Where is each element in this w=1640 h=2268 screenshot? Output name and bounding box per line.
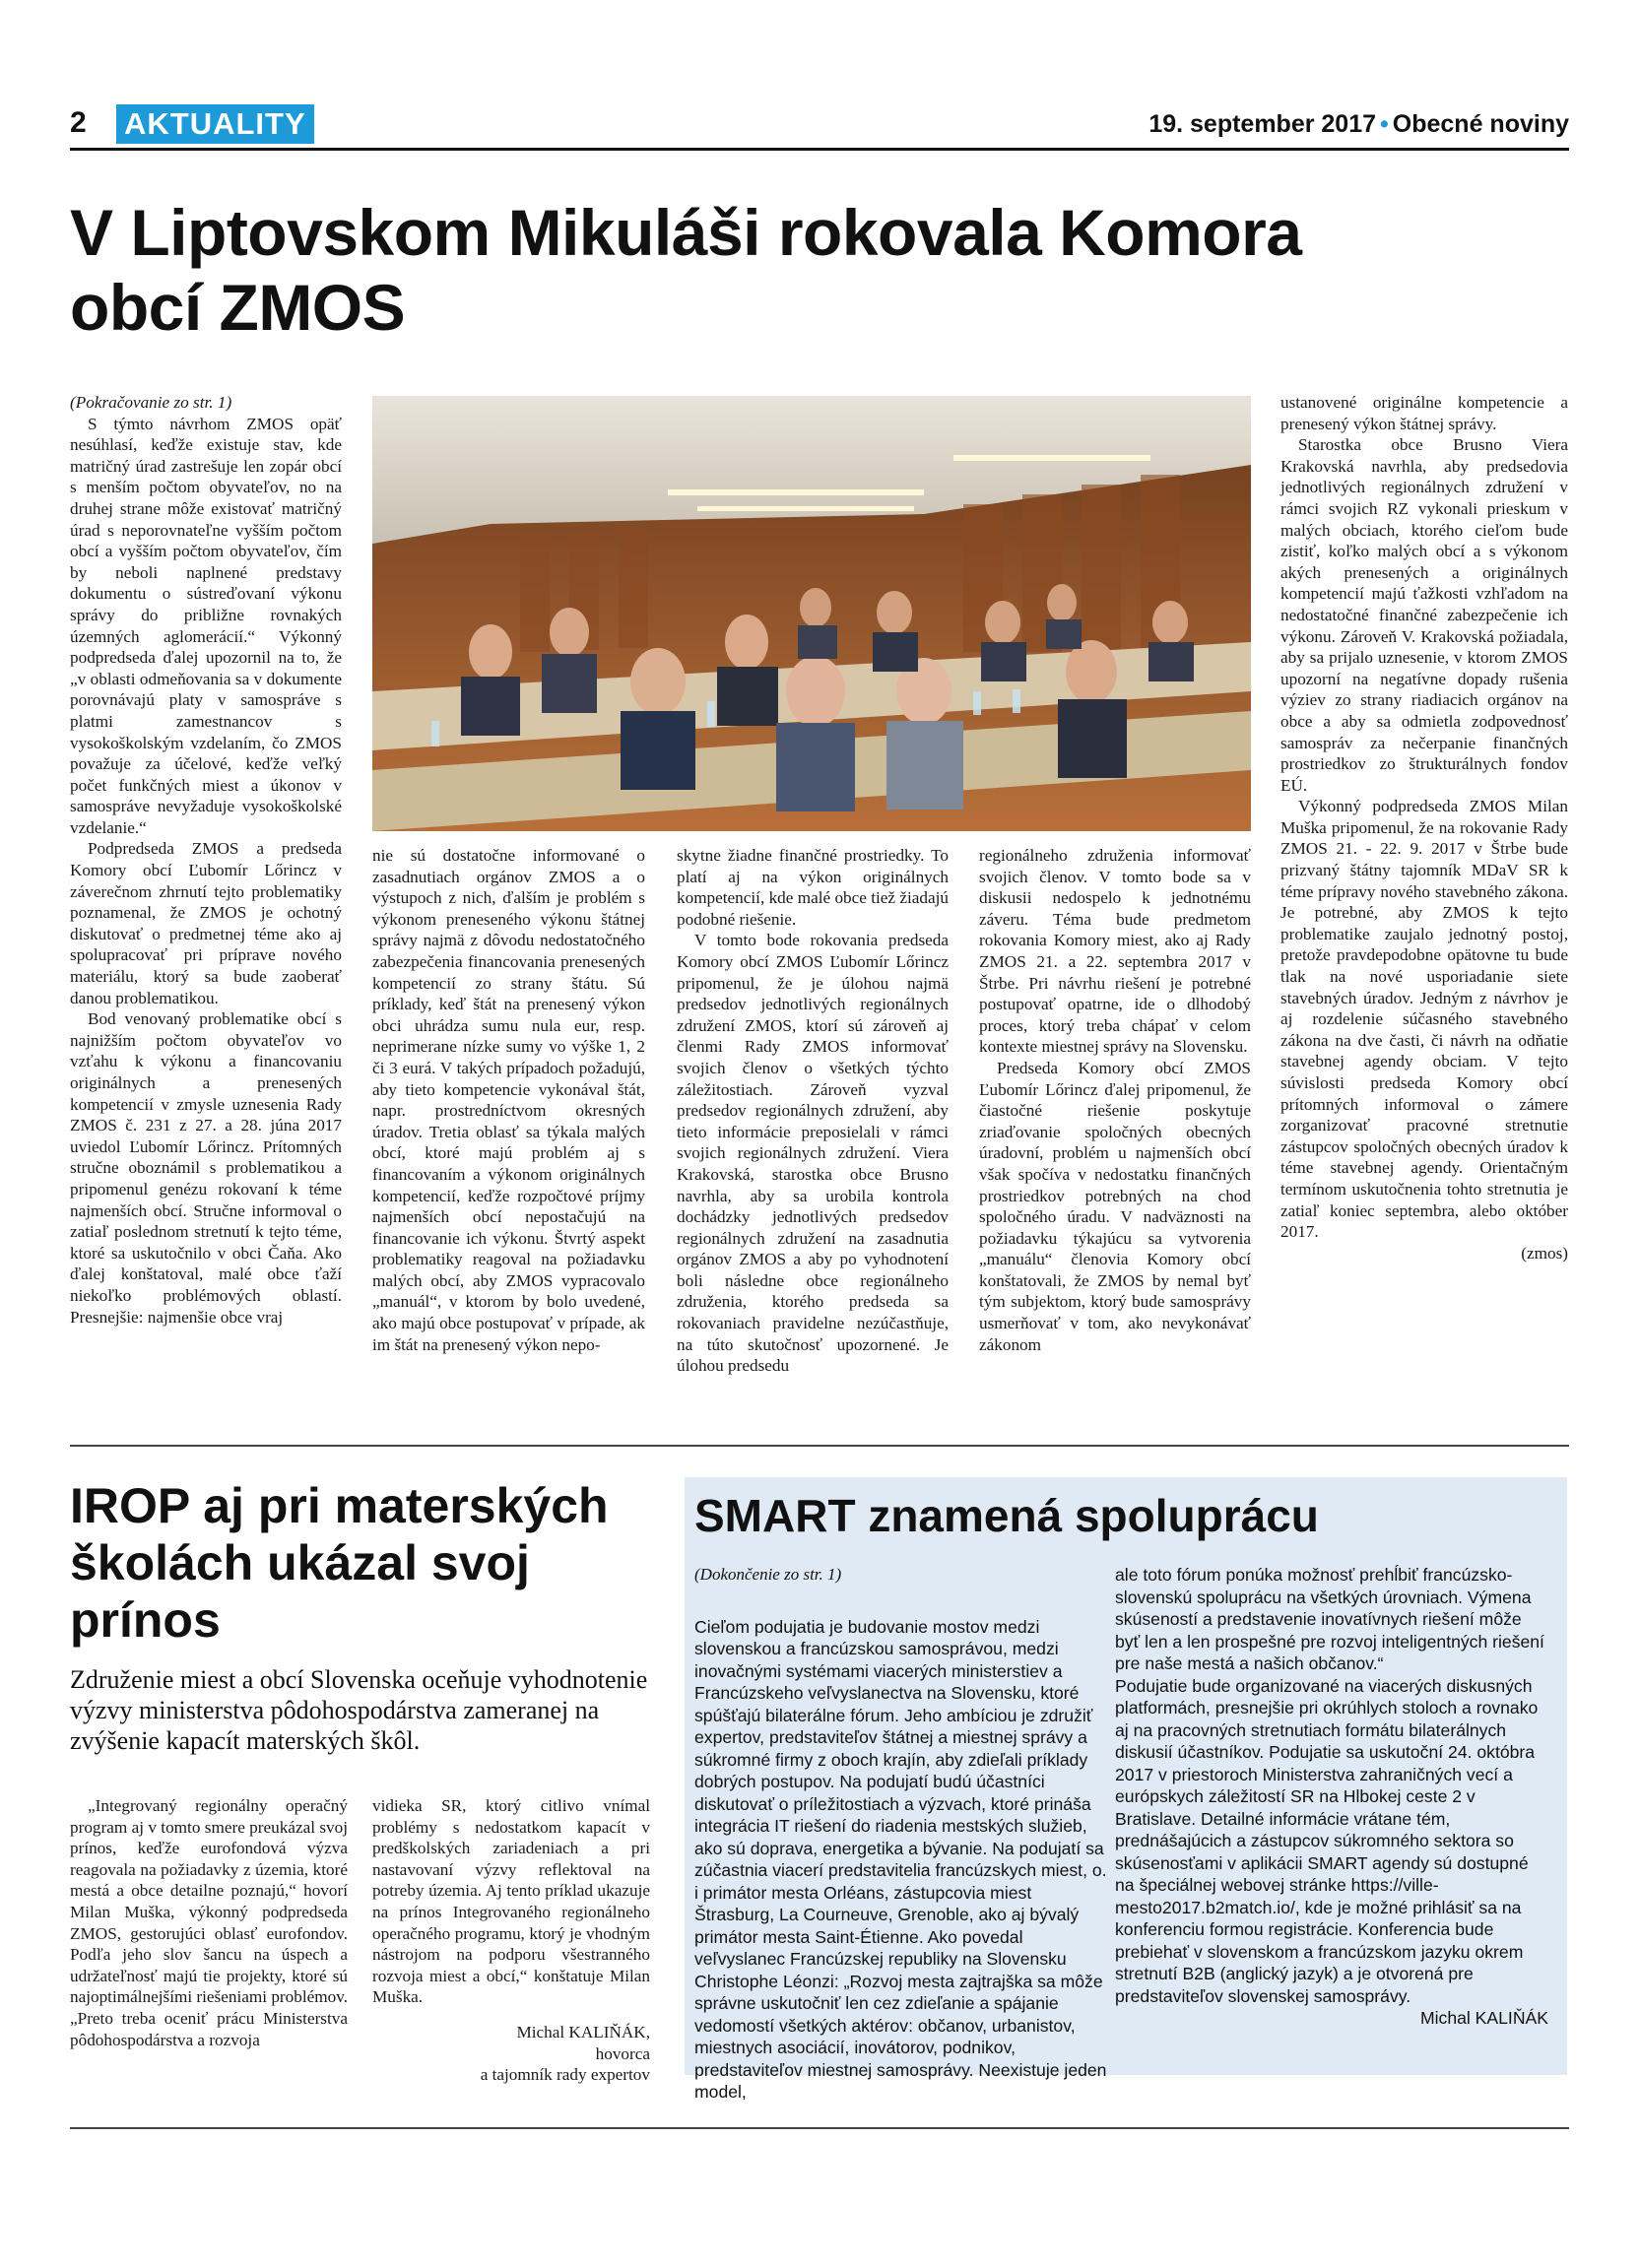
paragraph: „Integrovaný regionálny operačný program aj v tomto smere preukázal svoj prínos, keďže eurofondová výzva reagovala na požiadavky z územia, ktoré mestá a obce detailne poznajú,“ hovorí Milan Muška, výkonný podpredseda ZMOS, gestorujúci oblasť eurofondov. Podľa jeho slov šancu na úspech a udržateľnosť majú tie projekty, ktoré sú najoptimálnejšími riešeniami problémov. „Preto treba oceniť prácu Ministerstva pôdohospodárstva a rozvoja — [70, 1796, 348, 2049]
paragraph: Podpredseda ZMOS a predseda Komory obcí Ľubomír Lőrincz v záverečnom zhrnutí tejto problematiky poznamenal, že ZMOS je ochotný diskutovať o predmetnej téme ako aj spolupracovať pri príprave nového materiálu, ktorý sa bude zaoberať danou problematikou. — [70, 839, 342, 1007]
paragraph: ale toto fórum ponúka možnosť prehĺbiť francúzsko-slovenskú spoluprácu na všetkých úrovniach. Výmena skúseností a predstavenie inovatívnych riešení môže byť len a len prospešné pre rozvoj inteligentných riešení pre naše mestá a našich občanov.“ — [1115, 1565, 1544, 1673]
article-signature: (zmos) — [1521, 1243, 1568, 1263]
paragraph: S týmto návrhom ZMOS opäť nesúhlasí, keďže existuje stav, kde matričný úrad zastrešuje len zopár obcí s menším počtom obyvateľov, no na druhej strane môže existovať matričný úrad s neporovnateľne vyšším počtom obcí a vyšším počtom obyvateľov, čím by neboli naplnené predstavy dokumentu o sústreďovaní výkonu správy do približne rovnakých územných aglomerácií.“ Výkonný podpredseda ďalej upozornil na to, že „v oblasti odmeňovania sa v dokumente porovnávajú platy v samospráve s platmi zamestnancov s vysokoškolským vzdelaním, čo ZMOS považuje za účelové, keďže veľký počet funkčných miest a úkonov v samospráve nevyžaduje vysokoškolské vzdelanie.“ — [70, 414, 342, 837]
section-label: AKTUALITY — [116, 104, 314, 144]
main-headline: V Liptovskom Mikuláši rokovala Komora obcí ZMOS — [70, 196, 1302, 344]
paragraph: vidieka SR, ktorý citlivo vnímal problémy s nedostatkom kapacít v predškolských zariadeniach a pri nastavovaní výzvy reflektoval na potreby územia. Aj tento príklad ukazuje na prínos Integrovaného regionálneho operačného programu, ktorý je vhodným nástrojom na podporu všestranného rozvoja miest a obcí,“ konštatuje Milan Muška. — [372, 1796, 650, 2007]
footer-rule — [70, 2127, 1569, 2129]
main-article-column-2 — [372, 845, 645, 1436]
irop-column-1 — [70, 1795, 348, 2081]
paragraph: Podujatie bude organizované na viacerých diskusných platformách, presnejšie pri okrúhlych stoloch a rovnako aj na pracovných stretnutiach formátu bilaterálnych diskusií účastníkov. Podujatie sa uskutoční 24. októbra 2017 v priestoroch Ministerstva zahraničných vecí a európskych záležitostí SR na Hlbokej ceste 2 v Bratislave. Detailné informácie vrátane tém, prednášajúcich a zástupcov súkromného sektora so skúsenosťami v aplikácii SMART agendy sú dostupné na špeciálnej webovej stránke https://ville-mesto2017.b2match.io/, kde je možné prihlásiť sa na konferenciu formou registrácie. Konferencia bude prebiehať v slovenskom a francúzskom jazyku okrem stretnutí B2B (anglický jazyk) a je otvorená pre predstaviteľov slovenskej samosprávy. — [1115, 1675, 1539, 2006]
smart-headline: SMART znamená spoluprácu — [694, 1490, 1319, 1541]
paragraph: Cieľom podujatia je budovanie mostov medzi slovenskou a francúzskou samosprávou, medzi inovačnými systémami viacerých ministerstiev a Francúzskeho veľvyslanectva na Slovensku, ktoré spúšťajú bilaterálne fórum. Jeho ambíciou je združiť expertov, predstaviteľov štátnej a miestnej správy a súkromné firmy z oboch krajín, aby zdieľali príklady dobrých postupov. Na podujatí budú účastníci diskutovať o príležitostiach a výzvach, ktoré prináša integrácia IT riešení do riadenia mestských služieb, ako sú doprava, energetika a bývanie. Na podujatí sa zúčastnia viacerí predstavitelia francúzskych miest, o. i primátor mesta Orléans, zástupcovia miest Štrasburg, La Courneuve, Grenoble, ako aj bývalý primátor mesta Saint-Étienne. Ako povedal veľvyslanec Francúzskej republiky na Slovensku Christophe Léonzi: „Rozvoj mesta zajtrajška sa môže správne uskutočniť len cez zdieľanie a spájanie vedomostí všetkých aktérov: občanov, urbanistov, miestnych asociácií, inovátorov, podnikov, predstaviteľov miestnej samosprávy. Neexistuje jeden model, — [694, 1616, 1107, 2102]
irop-author-role: a tajomník rady expertov — [480, 2065, 650, 2085]
issue-date: 19. september 2017 — [1148, 110, 1377, 138]
irop-lead: Združenie miest a obcí Slovenska oceňuje vyhodnotenie výzvy ministerstva pôdohospodárstva zameranej na zvýšenie kapacít materských škôl. — [70, 1665, 648, 1755]
paragraph: V tomto bode rokovania predseda Komory obcí ZMOS Ľubomír Lőrincz pripomenul, že je úlohou najmä predsedov jednotlivých regionálnych združení ZMOS, ktorí sú zároveň aj členmi Rady ZMOS informovať svojich členov o všetkých týchto záležitostiach. Zároveň vyzval predsedov regionálnych združení, aby tieto informácie preposielali v rámci svojich regionálnych združení. Viera Krakovská, starostka obce Brusno navrhla, aby sa urobila kontrola dochádzky jednotlivých predsedov regionálnych združení na zasadnutia orgánov ZMOS a aby po vyhodnotení boli následne obce regionálneho združenia, ktorého predseda sa rokovaniach pravidelne nezúčastňuje, na túto skutočnosť upozornené. Je úlohou predsedu — [677, 931, 949, 1376]
publication-name: Obecné noviny — [1392, 110, 1569, 138]
main-article-column-1 — [70, 392, 342, 1434]
irop-author-role: hovorca — [595, 2043, 650, 2063]
smart-column-2 — [1115, 1564, 1548, 2066]
smart-column-1 — [694, 1564, 1113, 2102]
smart-author: Michal KALIŇÁK — [1419, 2008, 1548, 2028]
separator-dot: • — [1380, 110, 1389, 138]
irop-headline: IROP aj pri materských školách ukázal svoj prínos — [70, 1478, 609, 1648]
section-divider — [70, 1445, 1569, 1447]
paragraph: Výkonný podpredseda ZMOS Milan Muška pripomenul, že na rokovanie Rady ZMOS 21. - 22. 9. 2017 v Štrbe bude prizvaný štátny tajomník MDaV SR k téme prípravy nového stavebného zákona. Je potrebné, aby ZMOS k tejto problematike zaujalo jednotný postoj, pretože pravdepodobne opätovne tu bude tlak na nové usporiadanie siete stavebných úradov. Jedným z návrhov je aj rozdelenie súčasného stavebného zákona na dve časti, či návrh na odňatie stavebnej agendy obciam. V tejto súvislosti predseda Komory obcí prítomných informoval o zámere zorganizovať pracovné stretnutie zástupcov spoločných obecných úradov k téme stavebnej agendy. Orientačným termínom uskutočnenia tohto stretnutia je zatiaľ koniec septembra, alebo október 2017. — [1280, 797, 1568, 1242]
continuation-note: (Pokračovanie zo str. 1) — [70, 393, 232, 412]
paragraph: ustanovené originálne kompetencie a prenesený výkon štátnej správy. — [1280, 393, 1568, 433]
meeting-photo — [372, 396, 1251, 831]
paragraph: skytne žiadne finančné prostriedky. To platí aj na výkon originálnych kompetencií, kde malé obce tiež žiadajú podobné riešenie. — [677, 846, 949, 929]
main-article-column-3 — [677, 845, 949, 1436]
paragraph: regionálneho združenia informovať svojich členov. V tomto bode sa v diskusii nedospelo k jednotnému záveru. Téma bude predmetom rokovania Komory miest, ako aj Rady ZMOS 21. a 22. septembra 2017 v Štrbe. Pri návrhu riešení je potrebné postupovať opatrne, ide o dlhodobý proces, ktorý treba chápať v celom kontexte miestnej správy na Slovensku. — [979, 846, 1251, 1057]
page-header-info — [1148, 110, 1569, 139]
paragraph: Predseda Komory obcí ZMOS Ľubomír Lőrincz ďalej pripomenul, že čiastočné riešenie poskytuje zriaďovanie spoločných obecných úradovní, problém u najmenších obcí však spočíva v nedostatku finančných prostriedkov potrebných na chod spoločného úradu. V nadväznosti na požiadavku týkajúcu sa vytvorenia „manuálu“ členovia Komory obcí konštatovali, že ZMOS by nemal byť tým subjektom, ktorý bude samosprávy usmerňovať v tom, ako nevykonávať zákonom — [979, 1058, 1251, 1354]
header-rule — [70, 148, 1569, 151]
page-number: 2 — [70, 106, 87, 139]
irop-column-2 — [372, 1795, 650, 2085]
main-article-column-5 — [1280, 392, 1568, 1440]
paragraph: Starostka obce Brusno Viera Krakovská navrhla, aby predsedovia jednotlivých regionálnych združení v rámci svojich RZ vykonali prieskum v malých obciach, ktorého cieľom bude zistiť, koľko malých obcí a s výkonom akých prenesených a originálnych kompetencií majú ťažkosti vzhľadom na nedostatočné finančné zabezpečenie ich výkonu. Zároveň V. Krakovská požiadala, aby sa prijalo uznesenie, v ktorom ZMOS upozorní na negatívne dopady rušenia výziev zo strany riadiacich orgánov na obce a aby sa odmietla zodpovednosť samospráv za nečerpanie finančných prostriedkov zo štrukturálnych fondov EÚ. — [1280, 435, 1568, 795]
paragraph: nie sú dostatočne informované o zasadnutiach orgánov ZMOS a o výstupoch z nich, ďalším je problém s výkonom preneseného výkonu štátnej správy najmä z dôvodu nedostatočného zabezpečenia financovania prenesených kompetencií zo strany štátu. Sú príklady, keď štát na prenesený výkon obci uhrádza sumu nula eur, resp. neprimerane nízke sumy vo výške 1, 2 či 3 eurá. V takých prípadoch požadujú, aby tieto kompetencie vykonával štát, napr. prostredníctvom okresných úradov. Tretia oblasť sa týkala malých obcí, ktoré majú problém aj s financovaním a výkonom originálnych kompetencií, keďže rozpočtové príjmy najmenších obcí nepostačujú na financovanie ich výkonu. Štvrtý aspekt problematiky reagoval na požiadavku malých obcí, aby ZMOS vypracovalo „manuál“, v ktorom by bolo uvedené, ako majú obce postupovať v prípade, ak im štát na prenesený výkon nepo- — [372, 846, 645, 1354]
irop-author-name: Michal KALIŇÁK, — [516, 2022, 650, 2041]
main-article-column-4 — [979, 845, 1251, 1436]
paragraph: Bod venovaný problematike obcí s najnižším počtom obyvateľov vo vzťahu k výkonu a financovaniu originálnych a prenesených kompetencií v zmysle uznesenia Rady ZMOS č. 231 z 27. a 28. júna 2017 uviedol Ľubomír Lőrincz. Prítomných stručne oboznámil s problematikou a pripomenul genézu rokovaní k téme najmenších obcí. Stručne informoval o zatiaľ poslednom stretnutí k tejto téme, ktoré sa uskutočnilo v obci Čaňa. Ako ďalej konštatoval, malé obce ťaží niekoľko problémových oblastí. Presnejšie: najmenšie obce vraj — [70, 1009, 342, 1327]
continuation-note: (Dokončenie zo str. 1) — [694, 1565, 842, 1584]
